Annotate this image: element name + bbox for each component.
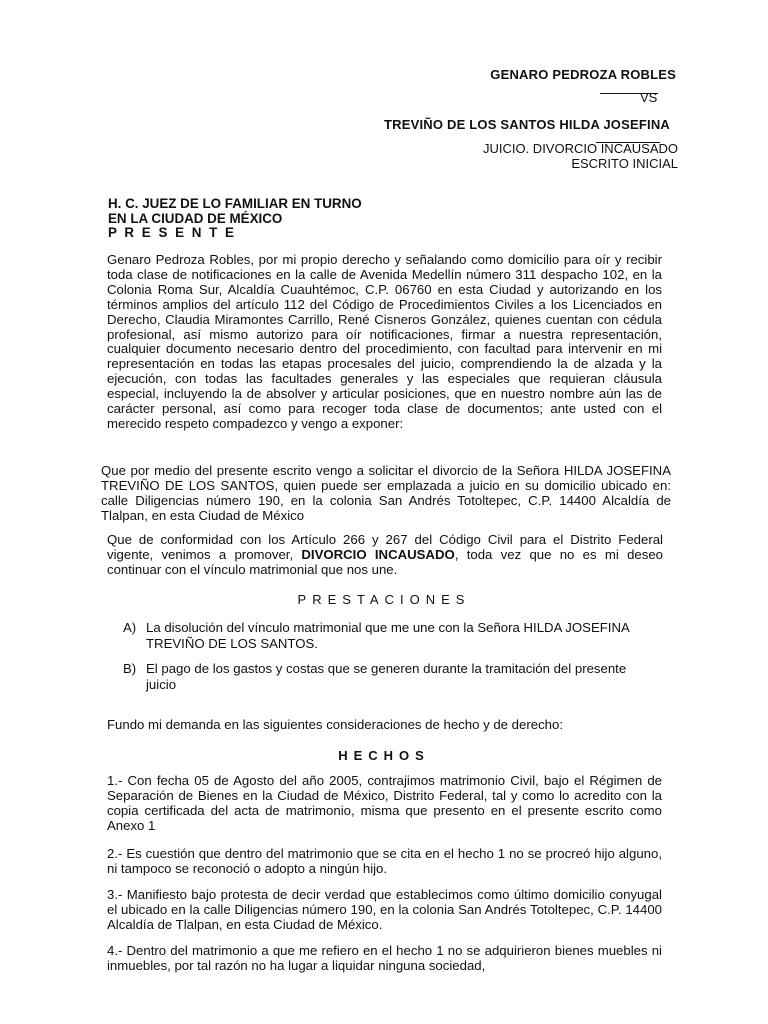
prestacion-item [123, 661, 658, 692]
hecho-item-3: 3.- Manifiesto bajo protesta de decir verdad que establecimos como último domicilio conyugal el ubicado en la calle Diligencias número 190, en la colonia San Andrés Totoltepec, C.P. 14400 Alcaldía de Tlalpan, en esta Ciudad de México. [107, 887, 662, 932]
case-type: JUICIO. DIVORCIO INCAUSADO [482, 141, 678, 156]
prestaciones-heading: PRESTACIONES [297, 592, 471, 607]
conformity-text-after: , toda vez que no es mi deseo continuar con el vínculo matrimonial que nos une. [107, 546, 664, 577]
addressee-block [108, 197, 362, 241]
hecho-item-1: 1.- Con fecha 05 de Agosto del año 2005, contrajimos matrimonio Civil, bajo el Régimen de Separación de Bienes en la Ciudad de México, Distrito Federal, tal y como lo acredito con la copia certificada del acta de matrimonio, misma que presento en el presente escrito como Anexo 1 [107, 773, 662, 833]
prestacion-text: La disolución del vínculo matrimonial que me une con la Señora HILDA JOSEFINA TREVIÑO DE LOS SANTOS. [146, 620, 630, 651]
fundo-paragraph: Fundo mi demanda en las siguientes consideraciones de hecho y de derecho: [107, 717, 563, 732]
addressee-line-3: P R E S E N T E [108, 225, 236, 240]
defendant-name: TREVIÑO DE LOS SANTOS HILDA JOSEFINA [383, 117, 670, 132]
versus-label: VS [640, 90, 658, 105]
addressee-line-2: EN LA CIUDAD DE MÉXICO [108, 210, 283, 226]
hecho-item-2: 2.- Es cuestión que dentro del matrimonio que se cita en el hecho 1 no se procreó hijo alguno, ni tampoco se reconoció o adopto a ningún hijo. [107, 846, 662, 876]
request-paragraph: Que por medio del presente escrito vengo a solicitar el divorcio de la Señora HILDA JOSEFINA TREVIÑO DE LOS SANTOS, quien puede ser emplazada a juicio en su domicilio ubicado en: calle Diligencias número 190, en la colonia San Andrés Totoltepec, C.P. 14400 Alcaldía de Tlalpan, en esta Ciudad de México [101, 463, 671, 523]
prestacion-text: El pago de los gastos y costas que se generen durante la tramitación del presente juicio [146, 661, 627, 692]
prestacion-label: B) [123, 661, 137, 676]
hecho-item-4: 4.- Dentro del matrimonio a que me refiero en el hecho 1 no se adquirieron bienes muebles ni inmuebles, por tal razón no ha lugar a liquidar ninguna sociedad, [107, 943, 662, 973]
conformity-text-before: Que de conformidad con los Artículo 266 y 267 del Código Civil para el Distrito Federal vigente, venimos a promover, [107, 532, 663, 562]
intro-paragraph: Genaro Pedroza Robles, por mi propio derecho y señalando como domicilio para oír y recibir toda clase de notificaciones en la calle de Avenida Medellín número 311 despacho 102, en la Colonia Roma Sur, Alcaldía Cuauhtémoc, C.P. 06760 en esta Ciudad y autorizando en los términos amplios del artículo 112 del Código de Procedimientos Civiles a los Licenciados en Derecho, Claudia Miramontes Carrillo, René Cisneros González, quienes cuentan con cédula profesional, así mismo autorizo para oír notificaciones, firmar a nuestra representación, cualquier documento necesario dentro del procedimiento, con facultad para intervenir en mi representación en todas las etapas procesales del juicio, comprendiendo la de alzada y la ejecución, con todas las facultades generales y las especiales que requieran cláusula especial, incluyendo la de absolver y articular posiciones, que en nuestro nombre aún las de carácter personal, así como para recoger toda clase de documentos; ante usted con el merecido respeto compadezco y vengo a exponer: [107, 252, 662, 431]
hechos-heading: HECHOS [338, 748, 430, 763]
prestacion-label: A) [123, 620, 137, 635]
document-type: ESCRITO INICIAL [571, 156, 678, 171]
conformity-bold: DIVORCIO INCAUSADO [301, 546, 455, 562]
addressee-line-1: H. C. JUEZ DE LO FAMILIAR EN TURNO [108, 196, 362, 211]
plaintiff-name: GENARO PEDROZA ROBLES [490, 67, 676, 82]
prestacion-item [123, 620, 658, 651]
conformity-paragraph [107, 533, 663, 578]
